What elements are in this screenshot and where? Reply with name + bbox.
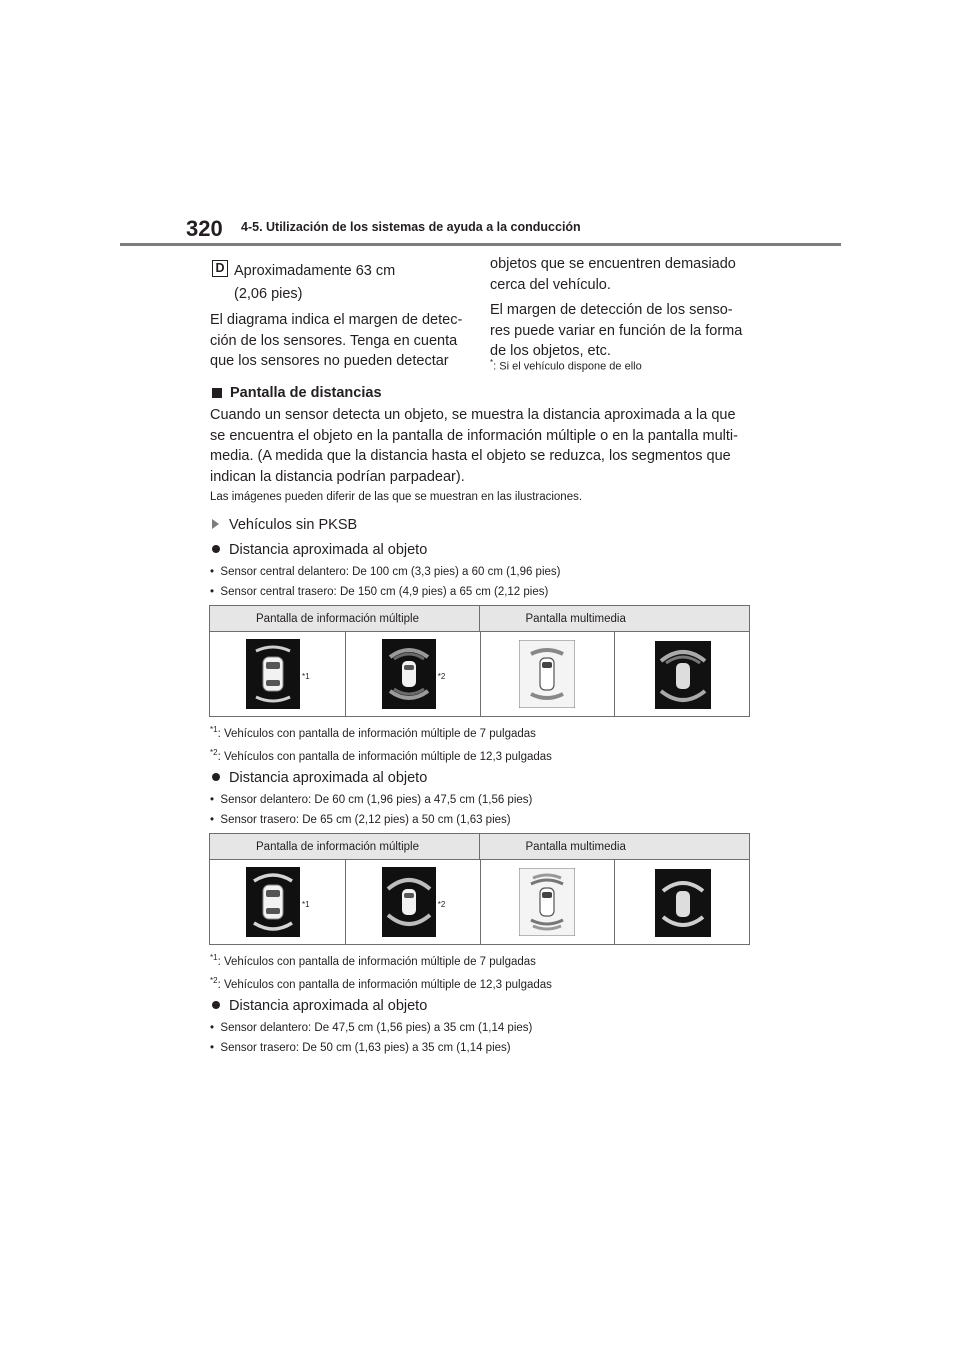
- footnote-text: : Vehículos con pantalla de información múltiple de 7 pulgadas: [217, 727, 536, 740]
- table-row: [210, 860, 749, 944]
- paragraph-line: Cuando un sensor detecta un objeto, se muestra la distancia aproximada a la que: [210, 407, 736, 423]
- footnote-text: : Vehículos con pantalla de información múltiple de 12,3 pulgadas: [217, 978, 552, 991]
- block-title-text: Distancia aproximada al objeto: [229, 998, 428, 1014]
- triangle-bullet-icon: [212, 519, 219, 529]
- footnote-mark: *1: [210, 725, 218, 734]
- block1-title: [212, 540, 427, 561]
- mid-7in-display-image: [246, 639, 300, 709]
- header-multimedia: Pantalla multimedia: [525, 613, 626, 625]
- item-text: Sensor central delantero: De 100 cm (3,3 pies) a 60 cm (1,96 pies): [220, 566, 561, 578]
- left-line: El diagrama indica el margen de detec-: [210, 312, 463, 328]
- footnote-ref-1: *1: [302, 672, 310, 681]
- block1-item: • Sensor central delantero: De 100 cm (3,3 pies) a 60 cm (1,96 pies): [210, 566, 561, 578]
- paragraph-line: se encuentra el objeto en la pantalla de información múltiple o en la pantalla multi-: [210, 427, 738, 444]
- multimedia-dark-display-image: [655, 641, 711, 709]
- footnote-2: [210, 974, 552, 992]
- illustration-note: Las imágenes pueden diferir de las que se muestran en las ilustraciones.: [210, 491, 583, 503]
- footnote-mark: *: [490, 358, 494, 367]
- header-mid: Pantalla de información múltiple: [210, 606, 480, 631]
- item-text: Sensor trasero: De 50 cm (1,63 pies) a 35 cm (1,14 pies): [220, 1042, 511, 1054]
- mid-7in-display-image: [246, 867, 300, 937]
- footnote-ref-2: *2: [437, 900, 446, 909]
- footnote-optional: [490, 356, 642, 374]
- cell-multimedia-light: [480, 860, 615, 944]
- dot-bullet-icon: [212, 545, 220, 553]
- dot-bullet-icon: [212, 773, 220, 781]
- section-heading: [212, 383, 382, 404]
- header-divider: [120, 243, 841, 246]
- footnote-mark: *2: [210, 748, 218, 757]
- right-line: cerca del vehículo.: [490, 276, 611, 293]
- right-line: objetos que se encuentren demasiado: [490, 256, 736, 272]
- block3-item: • Sensor trasero: De 50 cm (1,63 pies) a 35 cm (1,14 pies): [210, 1042, 511, 1054]
- table-row: [210, 632, 749, 716]
- block2-item: • Sensor trasero: De 65 cm (2,12 pies) a 50 cm (1,63 pies): [210, 814, 511, 826]
- block-title-text: Distancia aproximada al objeto: [229, 542, 428, 558]
- multimedia-dark-display-image: [655, 869, 711, 937]
- paragraph-line: indican la distancia podrían parpadear).: [210, 468, 465, 485]
- table-header: [210, 834, 749, 860]
- table-header: [210, 606, 749, 632]
- footnote-1: [210, 951, 536, 969]
- block-title-text: Distancia aproximada al objeto: [229, 770, 428, 786]
- footnote-mark: *2: [210, 976, 218, 985]
- left-line: ción de los sensores. Tenga en cuenta: [210, 332, 458, 349]
- paragraph-line: media. (A medida que la distancia hasta el objeto se reduzca, los segmentos que: [210, 448, 731, 464]
- cell-mid-12in: [345, 860, 480, 944]
- block2-item: • Sensor delantero: De 60 cm (1,96 pies) a 47,5 cm (1,56 pies): [210, 794, 533, 806]
- square-bullet-icon: [212, 388, 222, 398]
- footnote-mark: *1: [210, 953, 218, 962]
- cell-mid-7in: [210, 632, 345, 716]
- dot-bullet-icon: [212, 1001, 220, 1009]
- footnote-ref-1: *1: [302, 900, 310, 909]
- footnote-2: [210, 746, 552, 764]
- cell-mid-12in: [345, 632, 480, 716]
- left-column-text: [210, 310, 462, 372]
- cell-multimedia-dark: [614, 632, 749, 716]
- right-line: de los objetos, etc.: [490, 343, 611, 359]
- footnote-text: : Si el vehículo dispone de ello: [493, 360, 642, 373]
- section-title: 4-5. Utilización de los sistemas de ayuda a la conducción: [241, 220, 581, 234]
- item-marker-d: D: [212, 260, 228, 277]
- multimedia-light-display-image: [519, 640, 575, 708]
- cell-multimedia-light: [480, 632, 615, 716]
- footnote-text: : Vehículos con pantalla de información múltiple de 7 pulgadas: [217, 955, 536, 968]
- block2-title: [212, 768, 427, 789]
- item-text: Sensor delantero: De 47,5 cm (1,56 pies) a 35 cm (1,14 pies): [220, 1022, 533, 1034]
- display-table-2: [209, 833, 750, 945]
- display-table-1: [209, 605, 750, 717]
- footnote-ref-2: *2: [437, 672, 446, 681]
- right-line: res puede variar en función de la forma: [490, 322, 743, 339]
- left-line: que los sensores no pueden detectar: [210, 353, 449, 369]
- mid-12in-display-image: [382, 639, 436, 709]
- right-column-text: [490, 254, 742, 362]
- header-multimedia: Pantalla multimedia: [525, 841, 626, 853]
- item-text: Sensor trasero: De 65 cm (2,12 pies) a 50 cm (1,63 pies): [220, 814, 511, 826]
- block3-item: • Sensor delantero: De 47,5 cm (1,56 pies) a 35 cm (1,14 pies): [210, 1022, 533, 1034]
- block3-title: [212, 996, 427, 1017]
- subheading: [212, 515, 357, 536]
- footnote-1: [210, 723, 536, 741]
- block1-item: • Sensor central trasero: De 150 cm (4,9 pies) a 65 cm (2,12 pies): [210, 586, 549, 598]
- multimedia-light-display-image: [519, 868, 575, 936]
- header-mid: Pantalla de información múltiple: [210, 834, 480, 859]
- section-paragraph: [210, 405, 738, 487]
- item-d-line1: Aproximadamente 63 cm: [234, 263, 396, 279]
- right-line: El margen de detección de los senso-: [490, 302, 733, 318]
- footnote-text: : Vehículos con pantalla de información múltiple de 12,3 pulgadas: [217, 750, 552, 763]
- item-text: Sensor central trasero: De 150 cm (4,9 pies) a 65 cm (2,12 pies): [220, 586, 549, 598]
- cell-mid-7in: [210, 860, 345, 944]
- item-d-line2: (2,06 pies): [234, 286, 303, 302]
- cell-multimedia-dark: [614, 860, 749, 944]
- subheading-text: Vehículos sin PKSB: [229, 517, 358, 533]
- mid-12in-display-image: [382, 867, 436, 937]
- page-number: 320: [186, 216, 223, 241]
- item-text: Sensor delantero: De 60 cm (1,96 pies) a 47,5 cm (1,56 pies): [220, 794, 533, 806]
- heading-text: Pantalla de distancias: [230, 385, 382, 401]
